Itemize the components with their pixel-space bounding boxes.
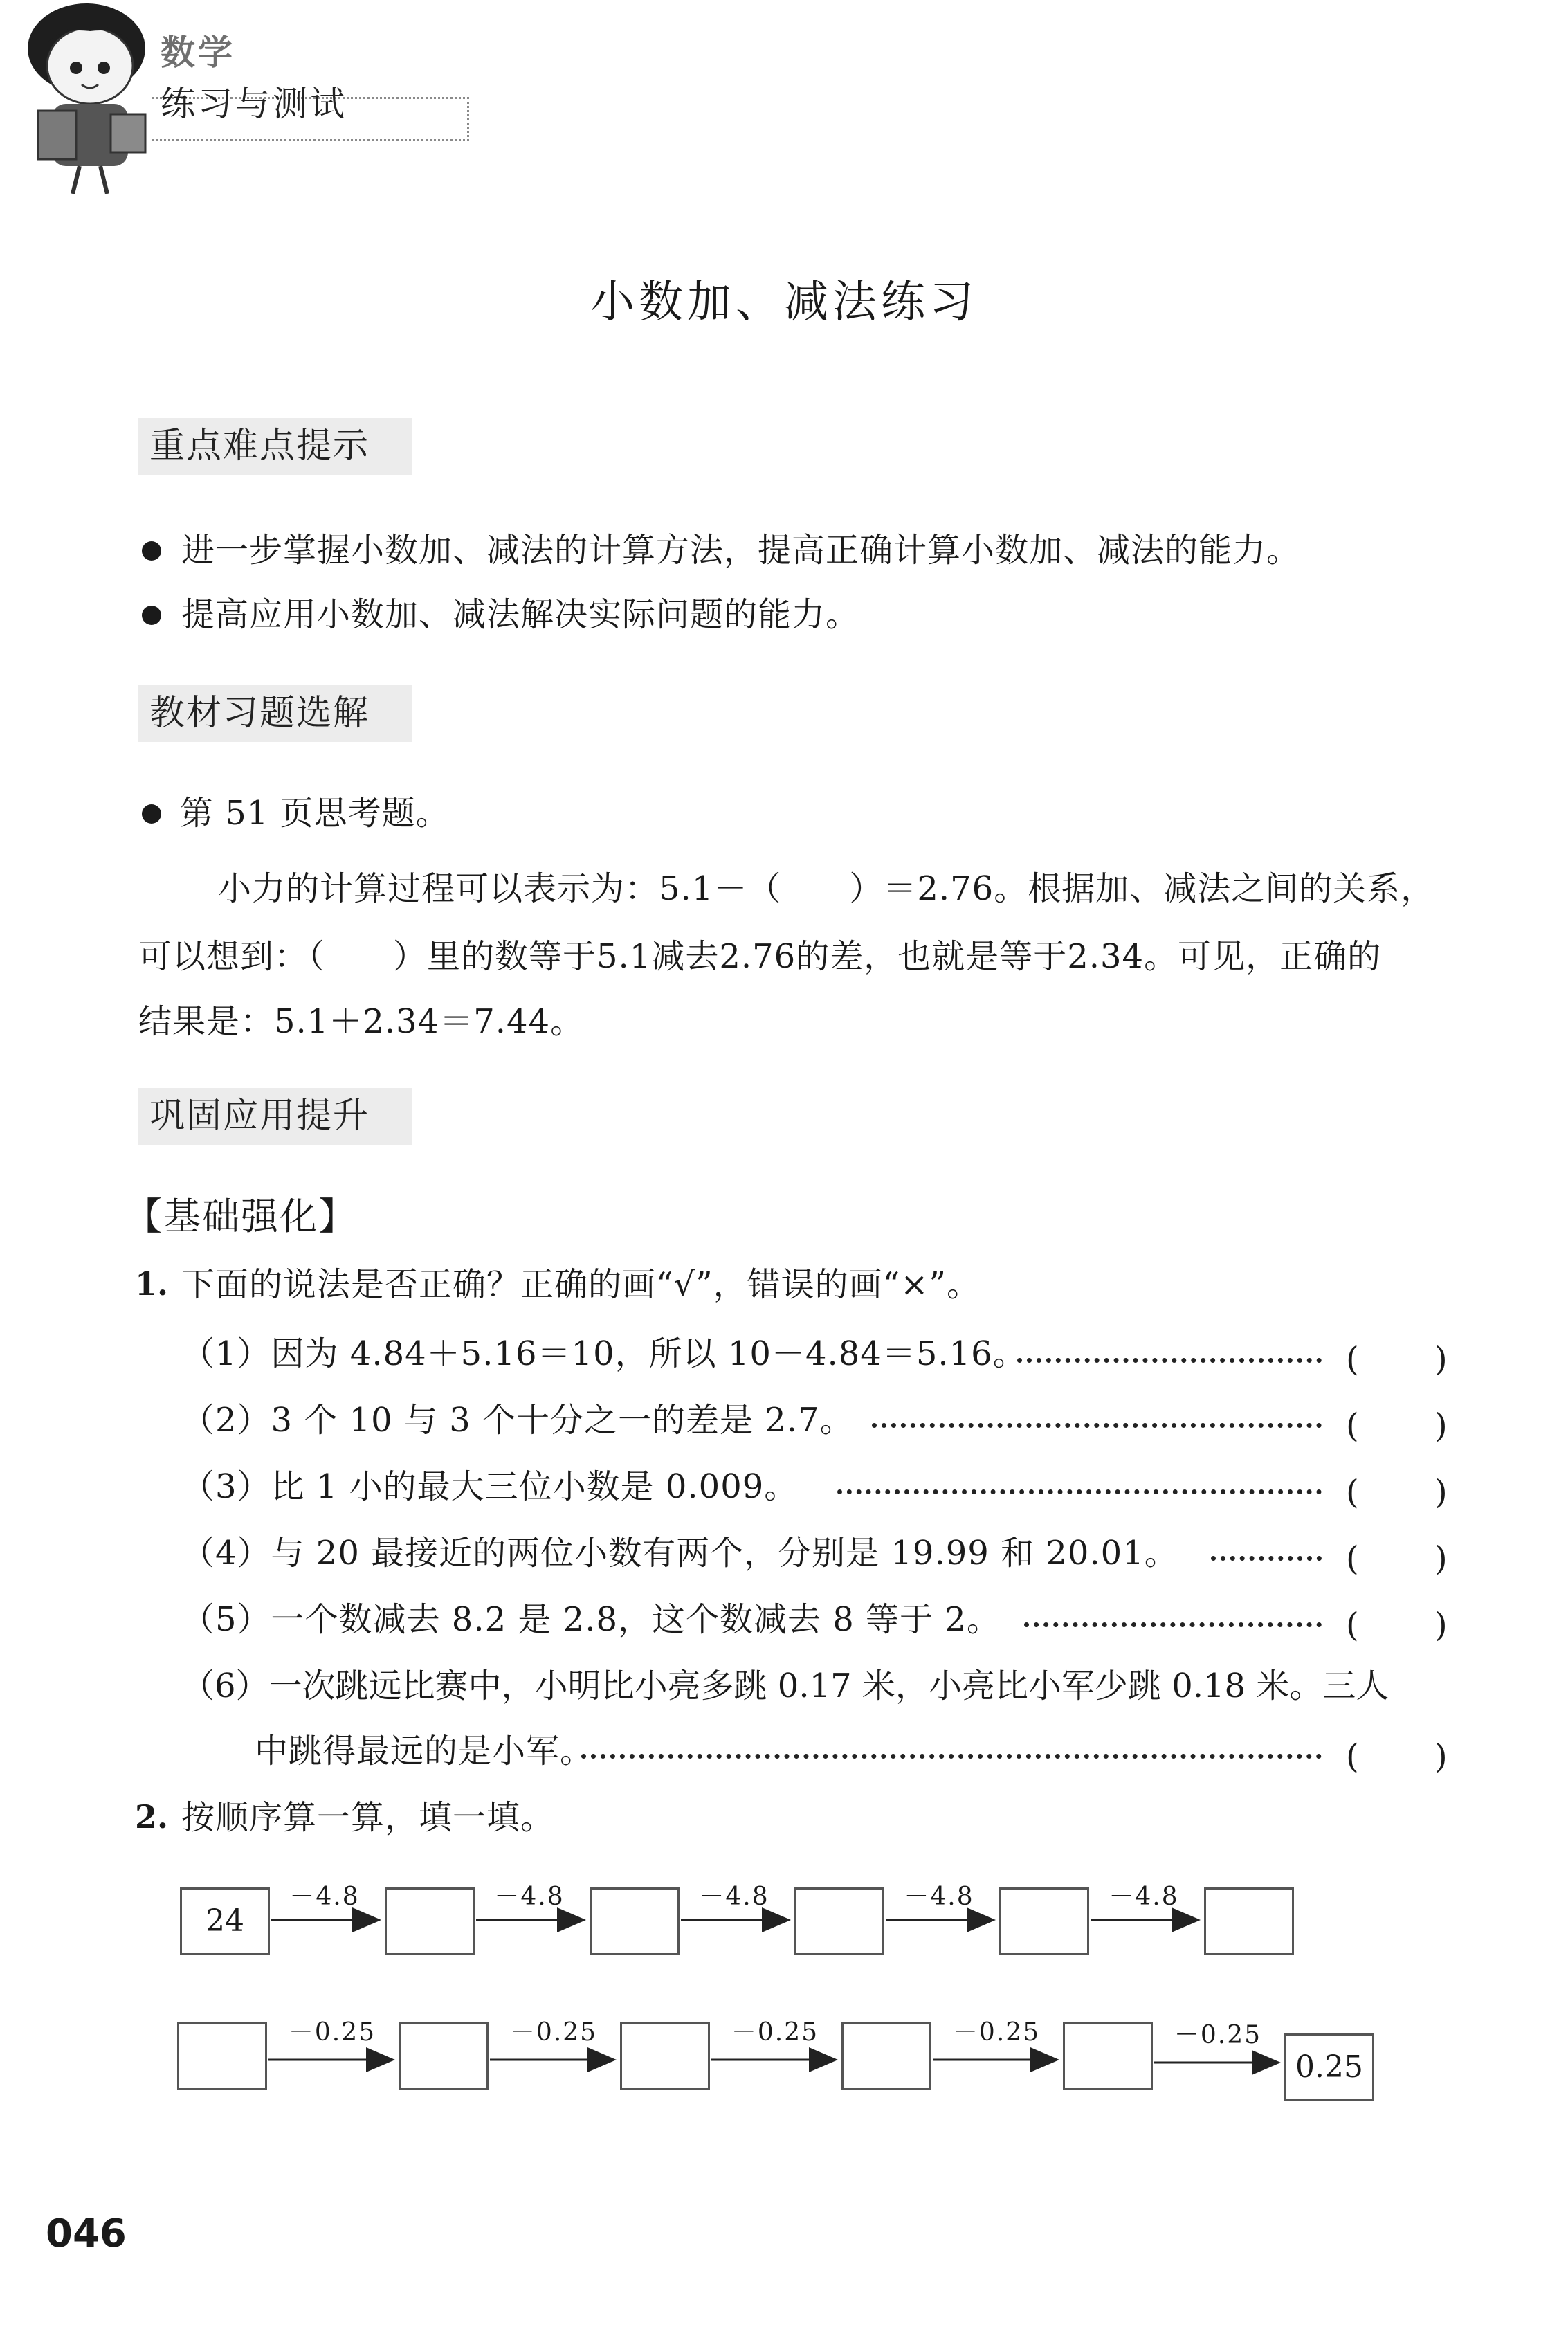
answer-paren-open: ( [1346, 1606, 1359, 1644]
chain2-end-box: 0.25 [1284, 2033, 1374, 2101]
basic-strengthening-label: 【基础强化】 [125, 1195, 357, 1238]
q1-item-2: （2）3 个 10 与 3 个十分之一的差是 2.7。 [181, 1401, 854, 1440]
section-practice: 巩固应用提升 [138, 1088, 412, 1145]
dot-leader [837, 1489, 1322, 1494]
answer-paren-open: ( [1346, 1406, 1359, 1445]
answer-paren-close: ) [1434, 1340, 1448, 1379]
q1-item-4: （4）与 20 最接近的两位小数有两个，分别是 19.99 和 20.01。 [181, 1534, 1178, 1573]
chain1-op-label: －4.8 [289, 1883, 360, 1911]
textbook-ref: 第 51 页思考题。 [180, 794, 450, 833]
bullet-dot [142, 541, 161, 561]
key-point-1: 进一步掌握小数加、减法的计算方法，提高正确计算小数加、减法的能力。 [181, 531, 1301, 570]
brand-subject: 数学 [161, 33, 235, 73]
question-1-prompt: 下面的说法是否正确？正确的画“√”，错误的画“×”。 [181, 1265, 981, 1304]
page-number: 046 [46, 2211, 127, 2256]
section-textbook: 教材习题选解 [138, 685, 412, 742]
brand-series: 练习与测试 [161, 84, 347, 124]
question-1-number: 1. [135, 1265, 169, 1303]
answer-paren-close: ) [1434, 1737, 1448, 1776]
chain2-op-label: －0.25 [731, 2018, 819, 2047]
student-mascot-illustration [14, 0, 163, 197]
dot-leader [581, 1754, 1322, 1759]
chain1-op-label: －4.8 [699, 1883, 769, 1911]
chain2-op-label: －0.25 [1174, 2021, 1262, 2049]
answer-paren-open: ( [1346, 1473, 1359, 1512]
textbook-line-1: 小力的计算过程可以表示为：5.1－（ ）＝2.76。根据加、减法之间的关系， [218, 869, 1435, 908]
answer-paren-close: ) [1434, 1406, 1448, 1445]
q1-item-3: （3）比 1 小的最大三位小数是 0.009。 [181, 1467, 799, 1506]
answer-paren-close: ) [1434, 1539, 1448, 1578]
answer-paren-open: ( [1346, 1340, 1359, 1379]
page-title: 小数加、减法练习 [590, 277, 978, 328]
chain1-start-box: 24 [180, 1887, 270, 1955]
chain2-op-label: －0.25 [952, 2018, 1041, 2047]
chain1-op-label: －4.8 [1109, 1883, 1179, 1911]
dot-leader [1024, 1622, 1322, 1627]
chain1-arrows [0, 1896, 1568, 1938]
textbook-line-3: 结果是：5.1＋2.34＝7.44。 [138, 1002, 585, 1041]
section-key-points: 重点难点提示 [138, 418, 412, 475]
chain2-op-label: －0.25 [509, 2018, 598, 2047]
answer-paren-open: ( [1346, 1539, 1359, 1578]
bullet-dot [142, 804, 161, 824]
chain1-op-label: －4.8 [904, 1883, 974, 1911]
q1-item-5: （5）一个数减去 8.2 是 2.8，这个数减去 8 等于 2。 [181, 1600, 1001, 1639]
answer-paren-close: ) [1434, 1473, 1448, 1512]
chain2-op-label: －0.25 [288, 2018, 376, 2047]
dot-leader [1017, 1358, 1322, 1363]
chain2-arrows [0, 2035, 1568, 2083]
question-2-prompt: 按顺序算一算，填一填。 [181, 1798, 555, 1837]
key-point-2: 提高应用小数加、减法解决实际问题的能力。 [181, 595, 860, 634]
chain1-op-label: －4.8 [494, 1883, 565, 1911]
q1-item-6-cont: 中跳得最远的是小军。 [255, 1732, 594, 1770]
bullet-dot [142, 606, 161, 625]
q1-item-1: （1）因为 4.84＋5.16＝10，所以 10－4.84＝5.16。 [181, 1334, 1027, 1373]
dot-leader [872, 1423, 1322, 1428]
textbook-line-2: 可以想到：（ ）里的数等于5.1减去2.76的差，也就是等于2.34。可见，正确的 [138, 937, 1382, 976]
answer-paren-open: ( [1346, 1737, 1359, 1776]
question-2-number: 2. [135, 1798, 169, 1836]
answer-paren-close: ) [1434, 1606, 1448, 1644]
q1-item-6: （6）一次跳远比赛中，小明比小亮多跳 0.17 米，小亮比小军少跳 0.18 米。三人 [181, 1667, 1389, 1705]
dot-leader [1211, 1556, 1322, 1561]
